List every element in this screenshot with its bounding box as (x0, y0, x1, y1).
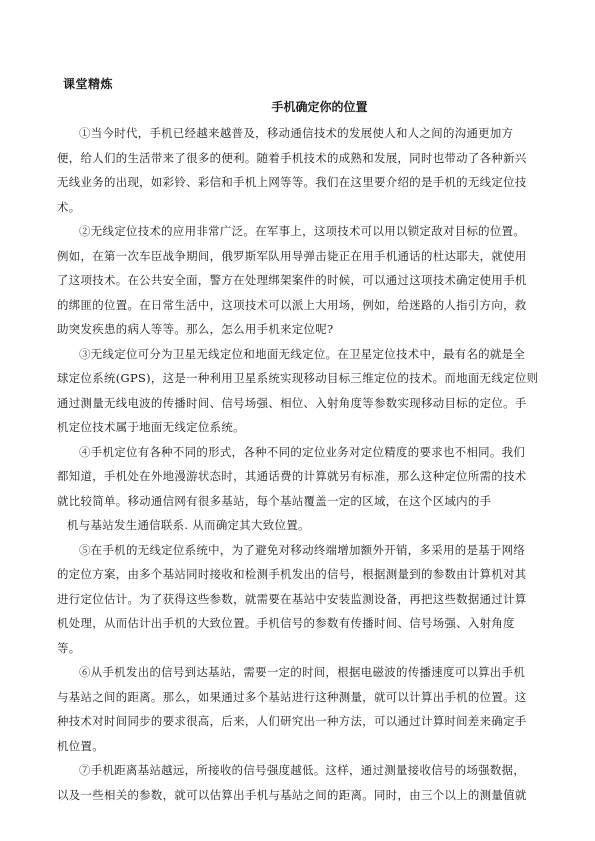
text-line: 的定位方案，由多个基站同时接收和检测手机发出的信号，根据测量到的参数由计算机对其 (57, 567, 527, 581)
text-line: 机与基站发生通信联系. 从而确定其大致位置。 (67, 518, 310, 532)
text-line: 以及一些相关的参数，就可以估算出手机与基站之间的距离。同时，由三个以上的测量值就 (57, 787, 527, 802)
text-line: ②无线定位技术的应用非常广泛。在军事上，这项技术可以用以锁定敌对目标的位置。 (79, 224, 526, 238)
text-line: 机处理，从而估计出手机的大致位置。手机信号的参数有传播时间、信号场强、入射角度 (57, 616, 515, 630)
text-line: 球定位系统(GPS)，这是一种利用卫星系统实现移动目标三维定位的技术。而地面无线定位则 (57, 371, 539, 385)
text-line: 了这项技术。在公共安全面，警方在处理绑架案件的时候，可以通过这项技术确定使用手机 (57, 273, 527, 287)
text-line: ③无线定位可分为卫星无线定位和地面无线定位。在卫星定位技术中，最有名的就是全 (79, 346, 526, 361)
text-line: 种技术对时间同步的要求很高，后来，人们研究出一种方法，可以通过计算时间差来确定手 (57, 714, 527, 728)
text-line: 助突发疾患的病人等等。那么，怎么用手机来定位呢? (57, 322, 334, 336)
text-line: 就比较简单。移动通信网有很多基站，每个基站覆盖一定的区域，在这个区域内的手 (57, 493, 492, 508)
text-line: ⑦手机距离基站越远，所接收的信号强度越低。这样，通过测量接收信号的场强数据， (79, 763, 526, 777)
section-label: 课堂精炼 (63, 77, 114, 91)
text-line: 等。 (57, 640, 81, 655)
text-line: 与基站之间的距离。那么，如果通过多个基站进行这种测量，就可以计算出手机的位置。这 (57, 689, 527, 704)
text-line: ④手机定位有各种不同的形式，各种不同的定位业务对定位精度的要求也不相同。我们 (79, 444, 526, 459)
text-line: 都知道，手机处在外地漫游状态时，其通话费的计算就另有标准，那么这种定位所需的技术 (57, 469, 527, 483)
text-line: ⑥从手机发出的信号到达基站，需要一定的时间，根据电磁波的传播速度可以算出手机 (79, 665, 526, 679)
text-line: 进行定位估计。为了获得这些参数，就需要在基站中安装监测设备，再把这些数据通过计算 (57, 591, 527, 606)
text-line: 的绑匪的位置。在日常生活中，这项技术可以派上大用场，例如，给迷路的人指引方向，救 (57, 297, 527, 312)
text-line: 无线业务的出现，如彩铃、彩信和手机上网等等。我们在这里要介绍的是手机的无线定位技 (57, 175, 527, 189)
text-line: 便，给人们的生活带来了很多的便利。随着手机技术的成熟和发展，同时也带动了各种新兴 (57, 150, 527, 165)
text-line: 机位置。 (57, 738, 104, 753)
document-title: 手机确定你的位置 (271, 100, 368, 114)
text-line: ①当今时代，手机已经越来越普及，移动通信技术的发展使人和人之间的沟通更加方 (79, 126, 514, 140)
text-line: 机定位技术属于地面无线定位系统。 (57, 420, 245, 434)
text-line: 术。 (57, 199, 81, 214)
text-line: 例如，在第一次车臣战争期间，俄罗斯军队用导弹击毙正在用手机通话的杜达耶夫，就使用 (57, 248, 527, 263)
article-body (57, 121, 543, 807)
text-line: 通过测量无线电波的传播时间、信号场强、相位、入射角度等参数实现移动目标的定位。手 (57, 395, 527, 410)
text-line: ⑤在手机的无线定位系统中，为了避免对移动终端增加额外开销，多采用的是基于网络 (79, 542, 526, 557)
